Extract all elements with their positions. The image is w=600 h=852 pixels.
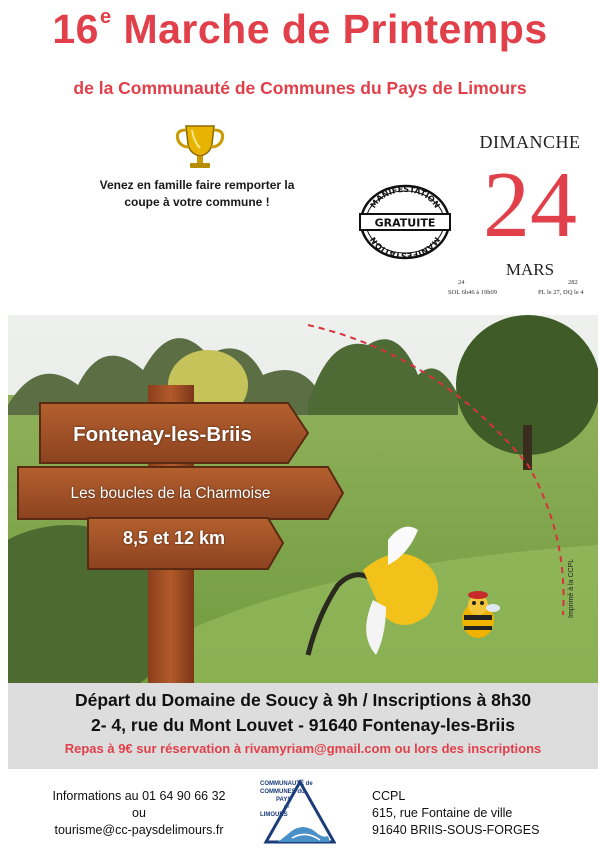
contact-or: ou — [132, 806, 146, 820]
month: MARS — [505, 260, 555, 279]
day-name: DIMANCHE — [479, 132, 581, 152]
contact-phone: Informations au 01 64 90 66 32 — [52, 789, 226, 803]
moon-phases: PL le 27, DQ le 4 — [538, 289, 584, 296]
svg-text:MANIFESTATION: MANIFESTATION — [368, 184, 442, 210]
invite-text: Venez en famille faire remporter la coupe à votre commune ! — [99, 178, 295, 209]
svg-text:PAYS: PAYS — [276, 797, 292, 803]
svg-text:COMMUNES du: COMMUNES du — [260, 789, 305, 795]
meal-info: Repas à 9€ sur réservation à rivamyriam@gmail.com ou lors des inscriptions — [64, 741, 542, 756]
address-street: 615, rue Fontaine de ville — [372, 806, 513, 820]
calendar-day-of-year: 24 — [458, 279, 465, 286]
signpost-town: Fontenay-les-Briis — [73, 423, 252, 446]
poster-title: 16e Marche de Printemps — [52, 6, 548, 52]
svg-text:LIMOURS: LIMOURS — [260, 812, 288, 818]
signpost-distance: 8,5 et 12 km — [122, 528, 226, 548]
day-number: 24 — [483, 153, 577, 257]
address-org: CCPL — [372, 789, 406, 803]
svg-text:MANIFESTATION: MANIFESTATION — [368, 235, 442, 261]
meeting-address: 2- 4, rue du Mont Louvet - 91640 Fontenay-les-Briis — [91, 715, 515, 735]
print-credit: Imprimé à la CCPL — [568, 558, 575, 618]
trophy-icon — [172, 120, 228, 176]
svg-text:GRATUITE: GRATUITE — [374, 216, 436, 230]
poster-subtitle: de la Communauté de Communes du Pays de Limours — [73, 78, 527, 98]
contact-email: tourisme@cc-paysdelimours.fr — [54, 823, 224, 837]
ccpl-logo — [258, 776, 336, 848]
signpost-loops: Les boucles de la Charmoise — [70, 485, 271, 502]
calendar-days-remaining: 282 — [568, 279, 578, 286]
departure-info: Départ du Domaine de Soucy à 9h / Inscriptions à 8h30 — [74, 690, 532, 710]
address-city: 91640 BRIIS-SOUS-FORGES — [372, 823, 540, 837]
sun-times: SOL 6h46 à 19h09 — [448, 289, 498, 296]
svg-text:COMMUNAUTÉ de: COMMUNAUTÉ de — [260, 781, 313, 787]
free-event-stamp — [358, 183, 452, 261]
svg-text:de: de — [284, 804, 290, 810]
